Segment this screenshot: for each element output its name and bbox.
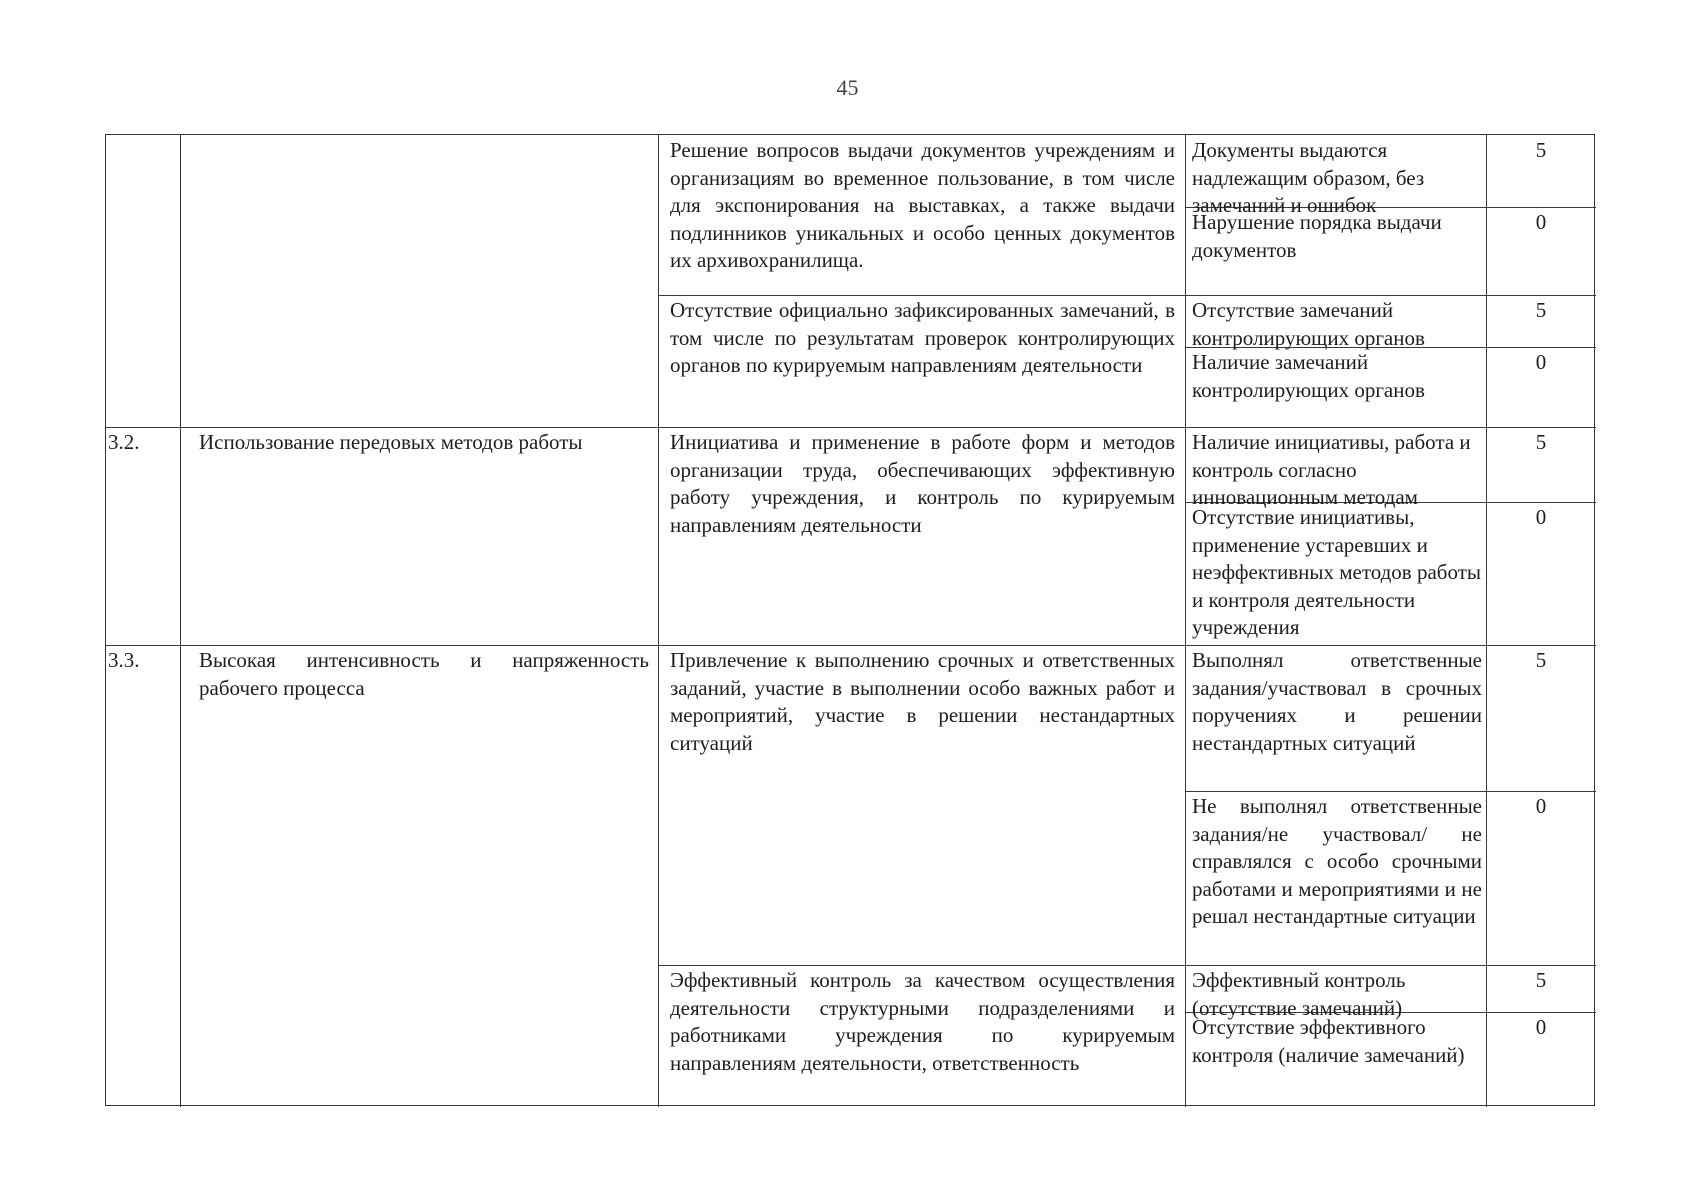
condition-text: Нарушение порядка выдачи документов <box>1192 210 1442 262</box>
column-divider <box>1185 135 1186 1107</box>
indicator-text: Инициатива и применение в работе форм и методов организации труда, обеспечивающих эффективную работу учреждения, и контроль по курируемым направлениям деятельности <box>670 430 1175 537</box>
row-number: 3.2. <box>108 430 140 454</box>
indicator-text: Эффективный контроль за качеством осуществления деятельности структурными подразделениями и работниками учреждения по курируемым направлениям деятельности, ответственность <box>670 968 1175 1075</box>
condition-text: Отсутствие инициативы, применение устаревших и неэффективных методов работы и контроля деятельности учреждения <box>1192 505 1481 639</box>
score-value: 0 <box>1535 505 1547 529</box>
condition-text: Эффективный контроль (отсутствие замечаний) <box>1192 968 1406 1020</box>
column-divider <box>180 135 181 1107</box>
condition-text: Документы выдаются надлежащим образом, без замечаний и ошибок <box>1192 138 1425 217</box>
condition-text: Наличие замечаний контролирующих органов <box>1192 350 1425 402</box>
condition-text: Не выполнял ответственные задания/не участвовал/ не справлялся с особо срочными работами и мероприятиями и не решал нестандартные ситуации <box>1192 794 1482 928</box>
condition-text: Отсутствие замечаний контролирующих органов <box>1192 298 1425 350</box>
score-value: 5 <box>1535 648 1547 672</box>
indicator-text: Отсутствие официально зафиксированных замечаний, в том числе по результатам проверок контролирующих органов по курируемым направлениям деятельности <box>670 298 1175 377</box>
score-value: 5 <box>1535 298 1547 322</box>
condition-text: Отсутствие эффективного контроля (наличие замечаний) <box>1192 1015 1465 1067</box>
evaluation-table <box>105 134 1595 1106</box>
condition-text: Наличие инициативы, работа и контроль согласно инновационным методам <box>1192 430 1471 509</box>
score-value: 5 <box>1535 430 1547 454</box>
row-number: 3.3. <box>108 648 140 672</box>
indicator-text: Привлечение к выполнению срочных и ответственных заданий, участие в выполнении особо важных работ и мероприятий, участие в решении нестандартных ситуаций <box>670 648 1175 755</box>
condition-text: Выполнял ответственные задания/участвовал в срочных поручениях и решении нестандартных ситуаций <box>1192 648 1482 755</box>
page-number: 45 <box>836 75 859 100</box>
criterion-text: Высокая интенсивность и напряженность рабочего процесса <box>199 648 649 700</box>
indicator-text: Решение вопросов выдачи документов учреждениям и организациям во временное пользование, в том числе для экспонирования на выставках, а также выдачи подлинников уникальных и особо ценных документов их архивохранилища. <box>670 138 1175 272</box>
column-divider <box>1486 135 1487 1107</box>
criterion-text: Использование передовых методов работы <box>199 430 583 454</box>
column-divider <box>658 135 659 1107</box>
score-value: 0 <box>1535 794 1547 818</box>
score-value: 5 <box>1535 968 1547 992</box>
score-value: 0 <box>1535 210 1547 234</box>
score-value: 0 <box>1535 350 1547 374</box>
score-value: 5 <box>1535 138 1547 162</box>
score-value: 0 <box>1535 1015 1547 1039</box>
